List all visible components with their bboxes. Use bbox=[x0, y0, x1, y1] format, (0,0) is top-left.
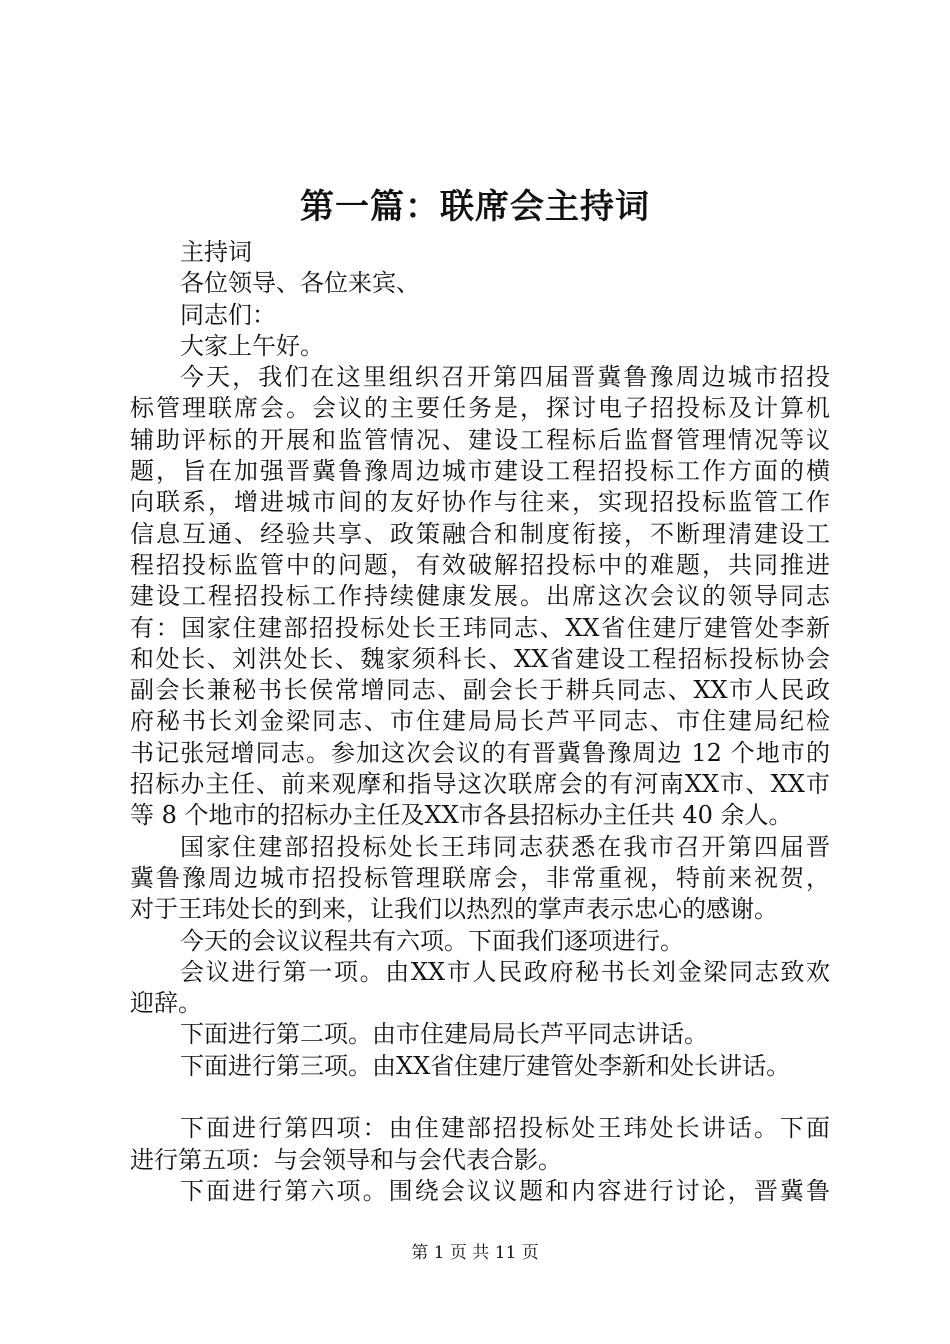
body-line: 信息互通、经验共享、政策融合和制度衔接，不断理清建设工 bbox=[130, 519, 830, 548]
body-line: 国家住建部招投标处长王玮同志获悉在我市召开第四届晋 bbox=[180, 832, 830, 861]
page-footer: 第 1 页 共 11 页 bbox=[411, 1243, 539, 1263]
body-line: 主持词 bbox=[180, 238, 252, 266]
body-line: 各位领导、各位来宾、 bbox=[180, 269, 420, 298]
body-line: 会议进行第一项。由XX市人民政府秘书长刘金梁同志致欢 bbox=[180, 957, 830, 986]
document-body bbox=[130, 237, 830, 1207]
body-line: 有：国家住建部招投标处长王玮同志、XX省住建厅建管处李新 bbox=[130, 613, 830, 642]
body-line: 今天的会议议程共有六项。下面我们逐项进行。 bbox=[180, 926, 684, 955]
document-title: 第一篇：联席会主持词 bbox=[300, 187, 650, 227]
body-line: 今天，我们在这里组织召开第四届晋冀鲁豫周边城市招投 bbox=[180, 363, 830, 392]
body-line: 大家上午好。 bbox=[180, 331, 324, 360]
blank-line bbox=[130, 1082, 830, 1113]
body-line: 辅助评标的开展和监管情况、建设工程标后监督管理情况等议 bbox=[130, 425, 830, 454]
body-line: 进行第五项：与会领导和与会代表合影。 bbox=[130, 1145, 562, 1174]
body-line: 建设工程招投标工作持续健康发展。出席这次会议的领导同志 bbox=[130, 582, 830, 611]
body-line: 下面进行第三项。由XX省住建厅建管处李新和处长讲话。 bbox=[180, 1051, 791, 1080]
body-line: 等 8 个地市的招标办主任及XX市各县招标办主任共 40 余人。 bbox=[130, 801, 793, 830]
body-line: 程招投标监管中的问题，有效破解招投标中的难题，共同推进 bbox=[130, 550, 830, 579]
body-line: 迎辞。 bbox=[130, 989, 202, 1018]
body-line: 书记张冠增同志。参加这次会议的有晋冀鲁豫周边 12 个地市的 bbox=[130, 738, 830, 767]
body-line: 向联系，增进城市间的友好协作与往来，实现招投标监管工作 bbox=[130, 488, 830, 517]
body-line: 题，旨在加强晋冀鲁豫周边城市建设工程招投标工作方面的横 bbox=[130, 457, 830, 486]
body-line: 府秘书长刘金梁同志、市住建局局长芦平同志、市住建局纪检 bbox=[130, 707, 830, 736]
body-line: 下面进行第六项。围绕会议议题和内容进行讨论，晋冀鲁 bbox=[180, 1176, 830, 1205]
body-line: 同志们： bbox=[180, 300, 276, 329]
body-line: 标管理联席会。会议的主要任务是，探讨电子招投标及计算机 bbox=[130, 394, 830, 423]
body-line: 副会长兼秘书长侯常增同志、副会长于耕兵同志、XX市人民政 bbox=[130, 676, 830, 705]
body-line: 对于王玮处长的到来，让我们以热烈的掌声表示忠心的感谢。 bbox=[130, 895, 778, 924]
body-line: 和处长、刘洪处长、魏家须科长、XX省建设工程招标投标协会 bbox=[130, 644, 830, 673]
body-line: 下面进行第四项：由住建部招投标处王玮处长讲话。下面 bbox=[180, 1114, 830, 1143]
body-line: 下面进行第二项。由市住建局局长芦平同志讲话。 bbox=[180, 1020, 708, 1049]
body-line: 招标办主任、前来观摩和指导这次联席会的有河南XX市、XX市 bbox=[130, 770, 830, 799]
body-line: 冀鲁豫周边城市招投标管理联席会，非常重视，特前来祝贺， bbox=[130, 863, 830, 892]
